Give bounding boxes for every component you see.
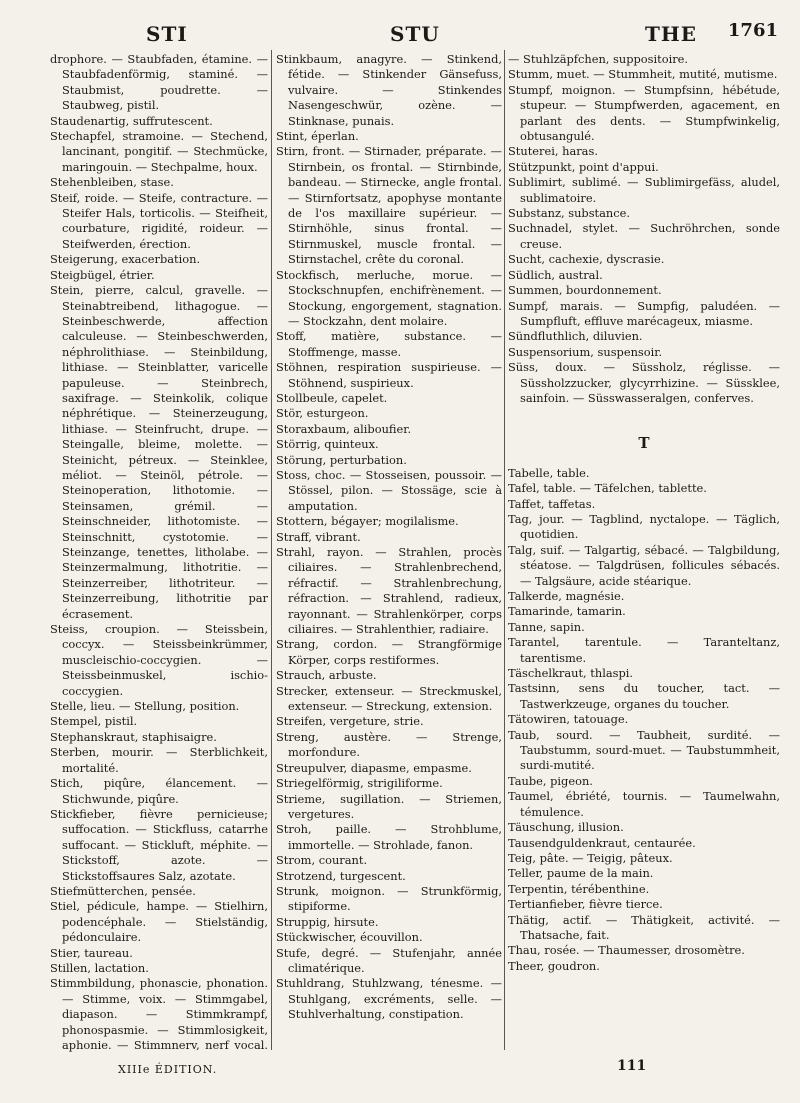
dictionary-entry: Stint, éperlan. <box>276 129 359 144</box>
dictionary-entry: Steif, roide. — Steife, contracture. — Steifer Hals, torticolis. — Steifheit, courbature, rigidité, roideur. — Steifwerden, érection. <box>50 190 268 251</box>
dictionary-entry: Struppig, hirsute. <box>276 914 379 929</box>
dictionary-entry: Taub, sourd. — Taubheit, surdité. — Taubstumm, sourd-muet. — Taubstummheit, surdi-mutité. <box>508 727 780 773</box>
dictionary-entry: Sucht, cachexie, dyscrasie. <box>508 252 665 267</box>
dictionary-entry: Stuhldrang, Stuhlzwang, ténesme. — Stuhlgang, excréments, selle. — Stuhlverhaltung, constipation. <box>276 976 502 1022</box>
dictionary-entry: Suspensorium, suspensoir. <box>508 344 663 359</box>
dictionary-entry: Stiefmütterchen, pensée. <box>50 883 196 898</box>
dictionary-entry: Stein, pierre, calcul, gravelle. — Steinabtreibend, lithagogue. — Steinbeschwerde, affection calculeuse. — Steinbeschwerden, néphrolithiase. — Steinbildung, lithiase. — Steinblatter, varicelle papuleuse. — Steinbrech, saxifrage. — Steinkolik, colique néphrétique. — Steinerzeugung, lithiase. — Steinfrucht, drupe. — Steingalle, bleime, molette. — Steinicht, pétreux. — Steinklee, méliot. — Steinöl, pétrole. — Steinoperation, lithotomie. — Steinsamen, grémil. — Steinschneider, lithotomiste. — Steinschnitt, cystotomie. — Steinzange, tenettes, litholabe. — Steinzermalmung, lithotritie. — Steinzerreiber, lithotriteur. — Steinzerreibung, lithotritie par écrasement. <box>50 283 268 621</box>
dictionary-entry: Tarantel, tarentule. — Taranteltanz, tarentisme. <box>508 635 780 665</box>
dictionary-entry: Strecker, extenseur. — Streckmuskel, extenseur. — Streckung, extension. <box>276 683 502 714</box>
dictionary-entry: Strahl, rayon. — Strahlen, procès ciliaires. — Strahlenbrechend, réfractif. — Strahlenbrechung, réfraction. — Strahlend, radieux, rayonnant. — Strahlenkörper, corps ciliaires. — Strahlenthier, radiaire. <box>276 545 502 637</box>
dictionary-entry: Theer, goudron. <box>508 958 600 973</box>
dictionary-entry: Streupulver, diapasme, empasme. <box>276 760 472 775</box>
dictionary-entry: Tastsinn, sens du toucher, tact. — Tastwerkzeuge, organes du toucher. <box>508 681 780 711</box>
dictionary-entry: Strom, courant. <box>276 853 368 868</box>
dictionary-entry: Tafel, table. — Täfelchen, tablette. <box>508 481 707 496</box>
dictionary-entry: Teller, paume de la main. <box>508 866 654 881</box>
dictionary-entry: Taffet, taffetas. <box>508 496 596 511</box>
dictionary-entry: Stollbeule, capelet. <box>276 390 388 405</box>
dictionary-entry: Suchnadel, stylet. — Suchröhrchen, sonde creuse. <box>508 221 780 251</box>
dictionary-entry: Straff, vibrant. <box>276 529 361 544</box>
column-divider <box>271 50 272 1050</box>
dictionary-entry: Teig, pâte. — Teigig, pâteux. <box>508 850 673 865</box>
dictionary-entry: Thau, rosée. — Thaumesser, drosomètre. <box>508 943 745 958</box>
column-3-entries-t <box>508 466 780 974</box>
dictionary-entry: Stimmbildung, phonascie, phonation. — Stimme, voix. — Stimmgabel, diapason. — Stimmkrampf, phonospasmie. — Stimmlosigkeit, aphonie. — Stimmnerv, nerf vocal. <box>50 976 268 1052</box>
dictionary-entry: Strunk, moignon. — Strunkförmig, stipiforme. <box>276 883 502 914</box>
dictionary-entry: Tabelle, table. <box>508 465 590 480</box>
dictionary-entry: Taube, pigeon. <box>508 773 593 788</box>
dictionary-entry: Summen, bourdonnement. <box>508 283 662 298</box>
dictionary-entry: Strotzend, turgescent. <box>276 868 406 883</box>
dictionary-entry: Sündfluthlich, diluvien. <box>508 329 643 344</box>
dictionary-entry: Stumpf, moignon. — Stumpfsinn, hébétude, stupeur. — Stumpfwerden, agacement, en parlant des dents. — Stumpfwinkelig, obtusangulé. <box>508 82 780 144</box>
dictionary-entry: Stoss, choc. — Stosseisen, poussoir. — Stössel, pilon. — Stossäge, scie à amputation. <box>276 467 502 513</box>
dictionary-entry: Talkerde, magnésie. <box>508 589 625 603</box>
dictionary-entry: Tag, jour. — Tagblind, nyctalope. — Täglich, quotidien. <box>508 511 780 542</box>
dictionary-entry: Streng, austère. — Strenge, morfondure. <box>276 729 502 760</box>
dictionary-entry: Stich, piqûre, élancement. — Stichwunde, piqûre. <box>50 776 268 806</box>
dictionary-entry: Südlich, austral. <box>508 267 603 282</box>
dictionary-entry: Täschelkraut, thlaspi. <box>508 666 634 681</box>
dictionary-entry: Süss, doux. — Süssholz, réglisse. — Süssholzzucker, glycyrrhizine. — Süssklee, sainfoin. — Süsswasseralgen, conferves. <box>508 360 780 405</box>
dictionary-entry: Strauch, arbuste. <box>276 668 377 683</box>
dictionary-entry: Tätowiren, tatouage. <box>508 712 629 727</box>
dictionary-entry: Stockfisch, merluche, morue. — Stockschnupfen, enchifrènement. — Stockung, engorgement, stagnation. — Stockzahn, dent molaire. <box>276 267 502 328</box>
dictionary-entry: Terpentin, térébenthine. <box>508 881 650 896</box>
dictionary-entry: Streifen, vergeture, strie. <box>276 714 424 729</box>
dictionary-entry: Störrig, quinteux. <box>276 437 379 452</box>
dictionary-entry: Stier, taureau. <box>50 945 133 960</box>
running-head-left: STI <box>146 22 188 46</box>
column-divider <box>504 50 505 1050</box>
dictionary-entry: Steigerung, exacerbation. <box>50 252 201 267</box>
dictionary-entry: Stützpunkt, point d'appui. <box>508 159 659 174</box>
dictionary-entry: Sublimirt, sublimé. — Sublimirgefäss, aludel, sublimatoire. <box>508 175 780 205</box>
dictionary-entry: Strang, cordon. — Strangförmige Körper, corps restiformes. <box>276 637 502 667</box>
dictionary-entry: Stillen, lactation. <box>50 960 149 975</box>
dictionary-entry: drophore. — Staubfaden, étamine. — Staubfadenförmig, staminé. — Staubmist, poudrette. — Staubweg, pistil. <box>50 52 268 113</box>
dictionary-entry: Stör, esturgeon. <box>276 406 369 421</box>
signature-mark: 111 <box>617 1058 647 1074</box>
dictionary-entry: Tanne, sapin. <box>508 619 585 634</box>
column-2 <box>276 52 502 1052</box>
dictionary-entry: Stroh, paille. — Strohblume, immortelle. — Strohlade, fanon. <box>276 822 502 852</box>
dictionary-entry: Stufe, degré. — Stufenjahr, année climatérique. <box>276 945 502 975</box>
dictionary-entry: — Stuhlzäpfchen, suppositoire. <box>508 52 689 66</box>
dictionary-entry: Taumel, ébriété, tournis. — Taumelwahn, témulence. <box>508 789 780 819</box>
dictionary-entry: Stöhnen, respiration suspirieuse. — Stöhnend, suspirieux. <box>276 360 502 390</box>
dictionary-entry: Steigbügel, étrier. <box>50 267 155 282</box>
dictionary-entry: Stückwischer, écouvillon. <box>276 930 423 945</box>
dictionary-entry: Stechapfel, stramoine. — Stechend, lancinant, pongitif. — Stechmücke, maringouin. — Stechpalme, houx. <box>50 129 268 174</box>
dictionary-entry: Substanz, substance. <box>508 206 630 221</box>
dictionary-entry: Stuterei, haras. <box>508 144 598 159</box>
page-header <box>50 14 778 50</box>
edition-note: XIIIe ÉDITION. <box>118 1063 218 1076</box>
page-number: 1761 <box>727 20 778 41</box>
dictionary-entry: Sterben, mourir. — Sterblichkeit, mortalité. <box>50 745 268 775</box>
dictionary-entry: Stinkbaum, anagyre. — Stinkend, fétide. — Stinkender Gänsefuss, vulvaire. — Stinkendes Nasengeschwür, ozène. — Stinknase, punais. <box>276 52 502 128</box>
dictionary-entry: Täuschung, illusion. <box>508 820 624 835</box>
dictionary-entry: Tertianfieber, fièvre tierce. <box>508 897 663 912</box>
dictionary-entry: Thätig, actif. — Thätigkeit, activité. — Thatsache, fait. <box>508 912 780 942</box>
dictionary-entry: Stiel, pédicule, hampe. — Stielhirn, podencéphale. — Stielständig, pédonculaire. <box>50 899 268 945</box>
dictionary-entry: Tamarinde, tamarin. <box>508 604 626 619</box>
letter-heading: T <box>638 434 650 453</box>
dictionary-entry: Stirn, front. — Stirnader, préparate. — Stirnbein, os frontal. — Stirnbinde, bandeau. — Stirnecke, angle frontal. — Stirnfortsatz, apophyse montante de l'os maxillaire supérieur. — Stirnhöhle, sinus frontal. — Stirnmuskel, muscle frontal. — Stirnstachel, crête du coronal. <box>276 144 502 267</box>
column-3-entries-s <box>508 52 780 406</box>
dictionary-entry: Stehenbleiben, stase. <box>50 175 174 190</box>
dictionary-entry: Störung, perturbation. <box>276 452 407 467</box>
column-3 <box>508 52 780 1052</box>
dictionary-entry: Stelle, lieu. — Stellung, position. <box>50 699 240 714</box>
dictionary-entry: Stoff, matière, substance. — Stoffmenge, masse. <box>276 329 502 359</box>
dictionary-entry: Striegelförmig, strigiliforme. <box>276 776 443 791</box>
dictionary-entry: Sumpf, marais. — Sumpfig, paludéen. — Sumpfluft, effluve marécageux, miasme. <box>508 298 780 328</box>
column-1 <box>50 52 268 1052</box>
dictionary-entry: Tausendguldenkraut, centaurée. <box>508 835 696 850</box>
dictionary-entry: Staudenartig, suffrutescent. <box>50 113 213 128</box>
dictionary-entry: Talg, suif. — Talgartig, sébacé. — Talgbildung, stéatose. — Talgdrüsen, follicules sébacés. — Talgsäure, acide stéarique. <box>508 542 780 588</box>
dictionary-entry: Stickfieber, fièvre pernicieuse; suffocation. — Stickfluss, catarrhe suffocant. — Stickluft, méphite. — Stickstoff, azote. — Stickstoffsaures Salz, azotate. <box>50 806 268 883</box>
dictionary-entry: Steiss, croupion. — Steissbein, coccyx. — Steissbeinkrümmer, muscleischio-coccygien. — Steissbeinmuskel, ischio-coccygien. <box>50 622 268 698</box>
dictionary-entry: Stumm, muet. — Stummheit, mutité, mutisme. <box>508 67 778 82</box>
dictionary-entry: Stephanskraut, staphisaigre. <box>50 729 217 744</box>
dictionary-entry: Stempel, pistil. <box>50 714 138 729</box>
running-head-middle: STU <box>390 22 440 46</box>
dictionary-entry: Storaxbaum, aliboufier. <box>276 421 412 436</box>
dictionary-entry: Stottern, bégayer; mogilalisme. <box>276 514 459 529</box>
running-head-right: THE <box>645 22 698 46</box>
dictionary-entry: Strieme, sugillation. — Striemen, vergetures. <box>276 791 502 821</box>
